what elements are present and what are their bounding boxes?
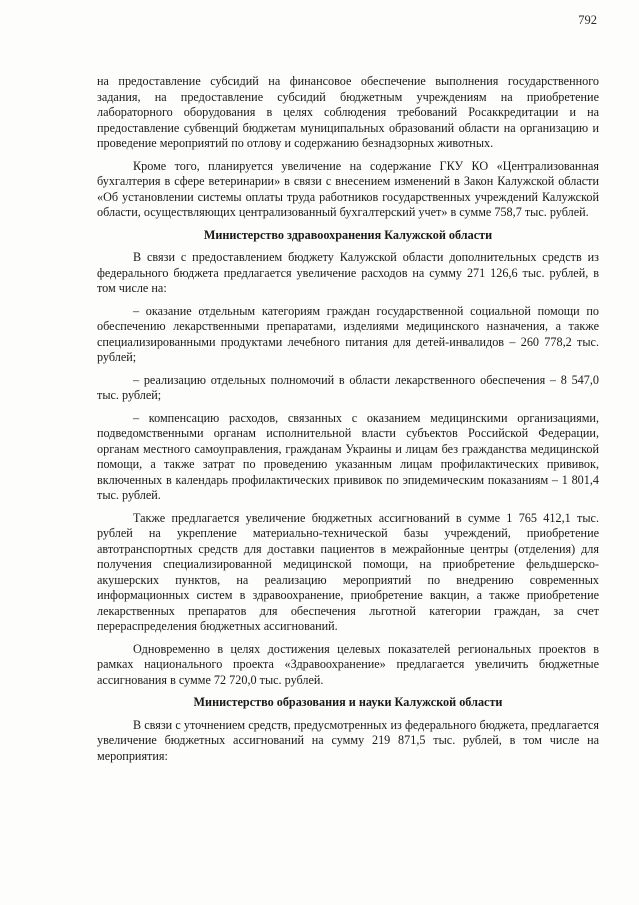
paragraph: на предоставление субсидий на финансовое обеспечение выполнения государственного задания, на предоставление субсидий бюджетным учреждениям на приобретение лабораторного оборудования в целях соблюдения требований Росаккредитации и на предоставление субвенций бюджетам муниципальных образований области на организацию и проведение мероприятий по отлову и содержанию безнадзорных животных. bbox=[97, 74, 599, 150]
list-item: – оказание отдельным категориям граждан государственной социальной помощи по обеспечению лекарственными препаратами, изделиями медицинского назначения, а также специализированными продуктами лечебного питания для детей-инвалидов – 260 778,2 тыс. рублей; bbox=[97, 303, 599, 364]
paragraph: Одновременно в целях достижения целевых показателей региональных проектов в рамках национального проекта «Здравоохранение» предлагается увеличить бюджетные ассигнования в сумме 72 720,0 тыс. рублей. bbox=[97, 641, 599, 687]
list-item: – реализацию отдельных полномочий в области лекарственного обеспечения – 8 547,0 тыс. рублей; bbox=[97, 372, 599, 402]
paragraph: Также предлагается увеличение бюджетных ассигнований в сумме 1 765 412,1 тыс. рублей на укрепление материально-технической базы учреждений, приобретение автотранспортных средств для доставки пациентов в межрайонные центры (отделения) для получения специализированной медицинской помощи, на приобретение фельдшерско-акушерских пунктов, на реализацию мероприятий по внедрению современных информационных систем в здравоохранение, приобретение вакцин, а также приобретение лекарственных препаратов для обеспечения льготной категории граждан, за счет перераспределения бюджетных ассигнований. bbox=[97, 510, 599, 633]
paragraph: В связи с уточнением средств, предусмотренных из федерального бюджета, предлагается увеличение бюджетных ассигнований на сумму 219 871,5 тыс. рублей, в том числе на мероприятия: bbox=[97, 717, 599, 763]
list-item: – компенсацию расходов, связанных с оказанием медицинскими организациями, подведомственными органам исполнительной власти субъектов Российской Федерации, органам местного самоуправления, гражданам Украины и лицам без гражданства медицинской помощи, а также затрат по проведению указанным лицам профилактических прививок, включенных в календарь профилактических прививок по эпидемическим показаниям – 1 801,4 тыс. рублей. bbox=[97, 410, 599, 502]
section-heading-health-ministry: Министерство здравоохранения Калужской области bbox=[203, 227, 493, 242]
document-body bbox=[97, 74, 599, 771]
section-heading-education-ministry: Министерство образования и науки Калужской области bbox=[193, 695, 503, 709]
paragraph: В связи с предоставлением бюджету Калужской области дополнительных средств из федерального бюджета предлагается увеличение расходов на сумму 271 126,6 тыс. рублей, в том числе на: bbox=[97, 250, 599, 295]
paragraph: Кроме того, планируется увеличение на содержание ГКУ КО «Централизованная бухгалтерия в сфере ветеринарии» в связи с внесением изменений в Закон Калужской области «Об установлении системы оплаты труда работников государственных учреждений Калужской области, осуществляющих централизованный бухгалтерский учет» в сумме 758,7 тыс. рублей. bbox=[97, 158, 599, 219]
page-number: 792 bbox=[578, 13, 597, 27]
